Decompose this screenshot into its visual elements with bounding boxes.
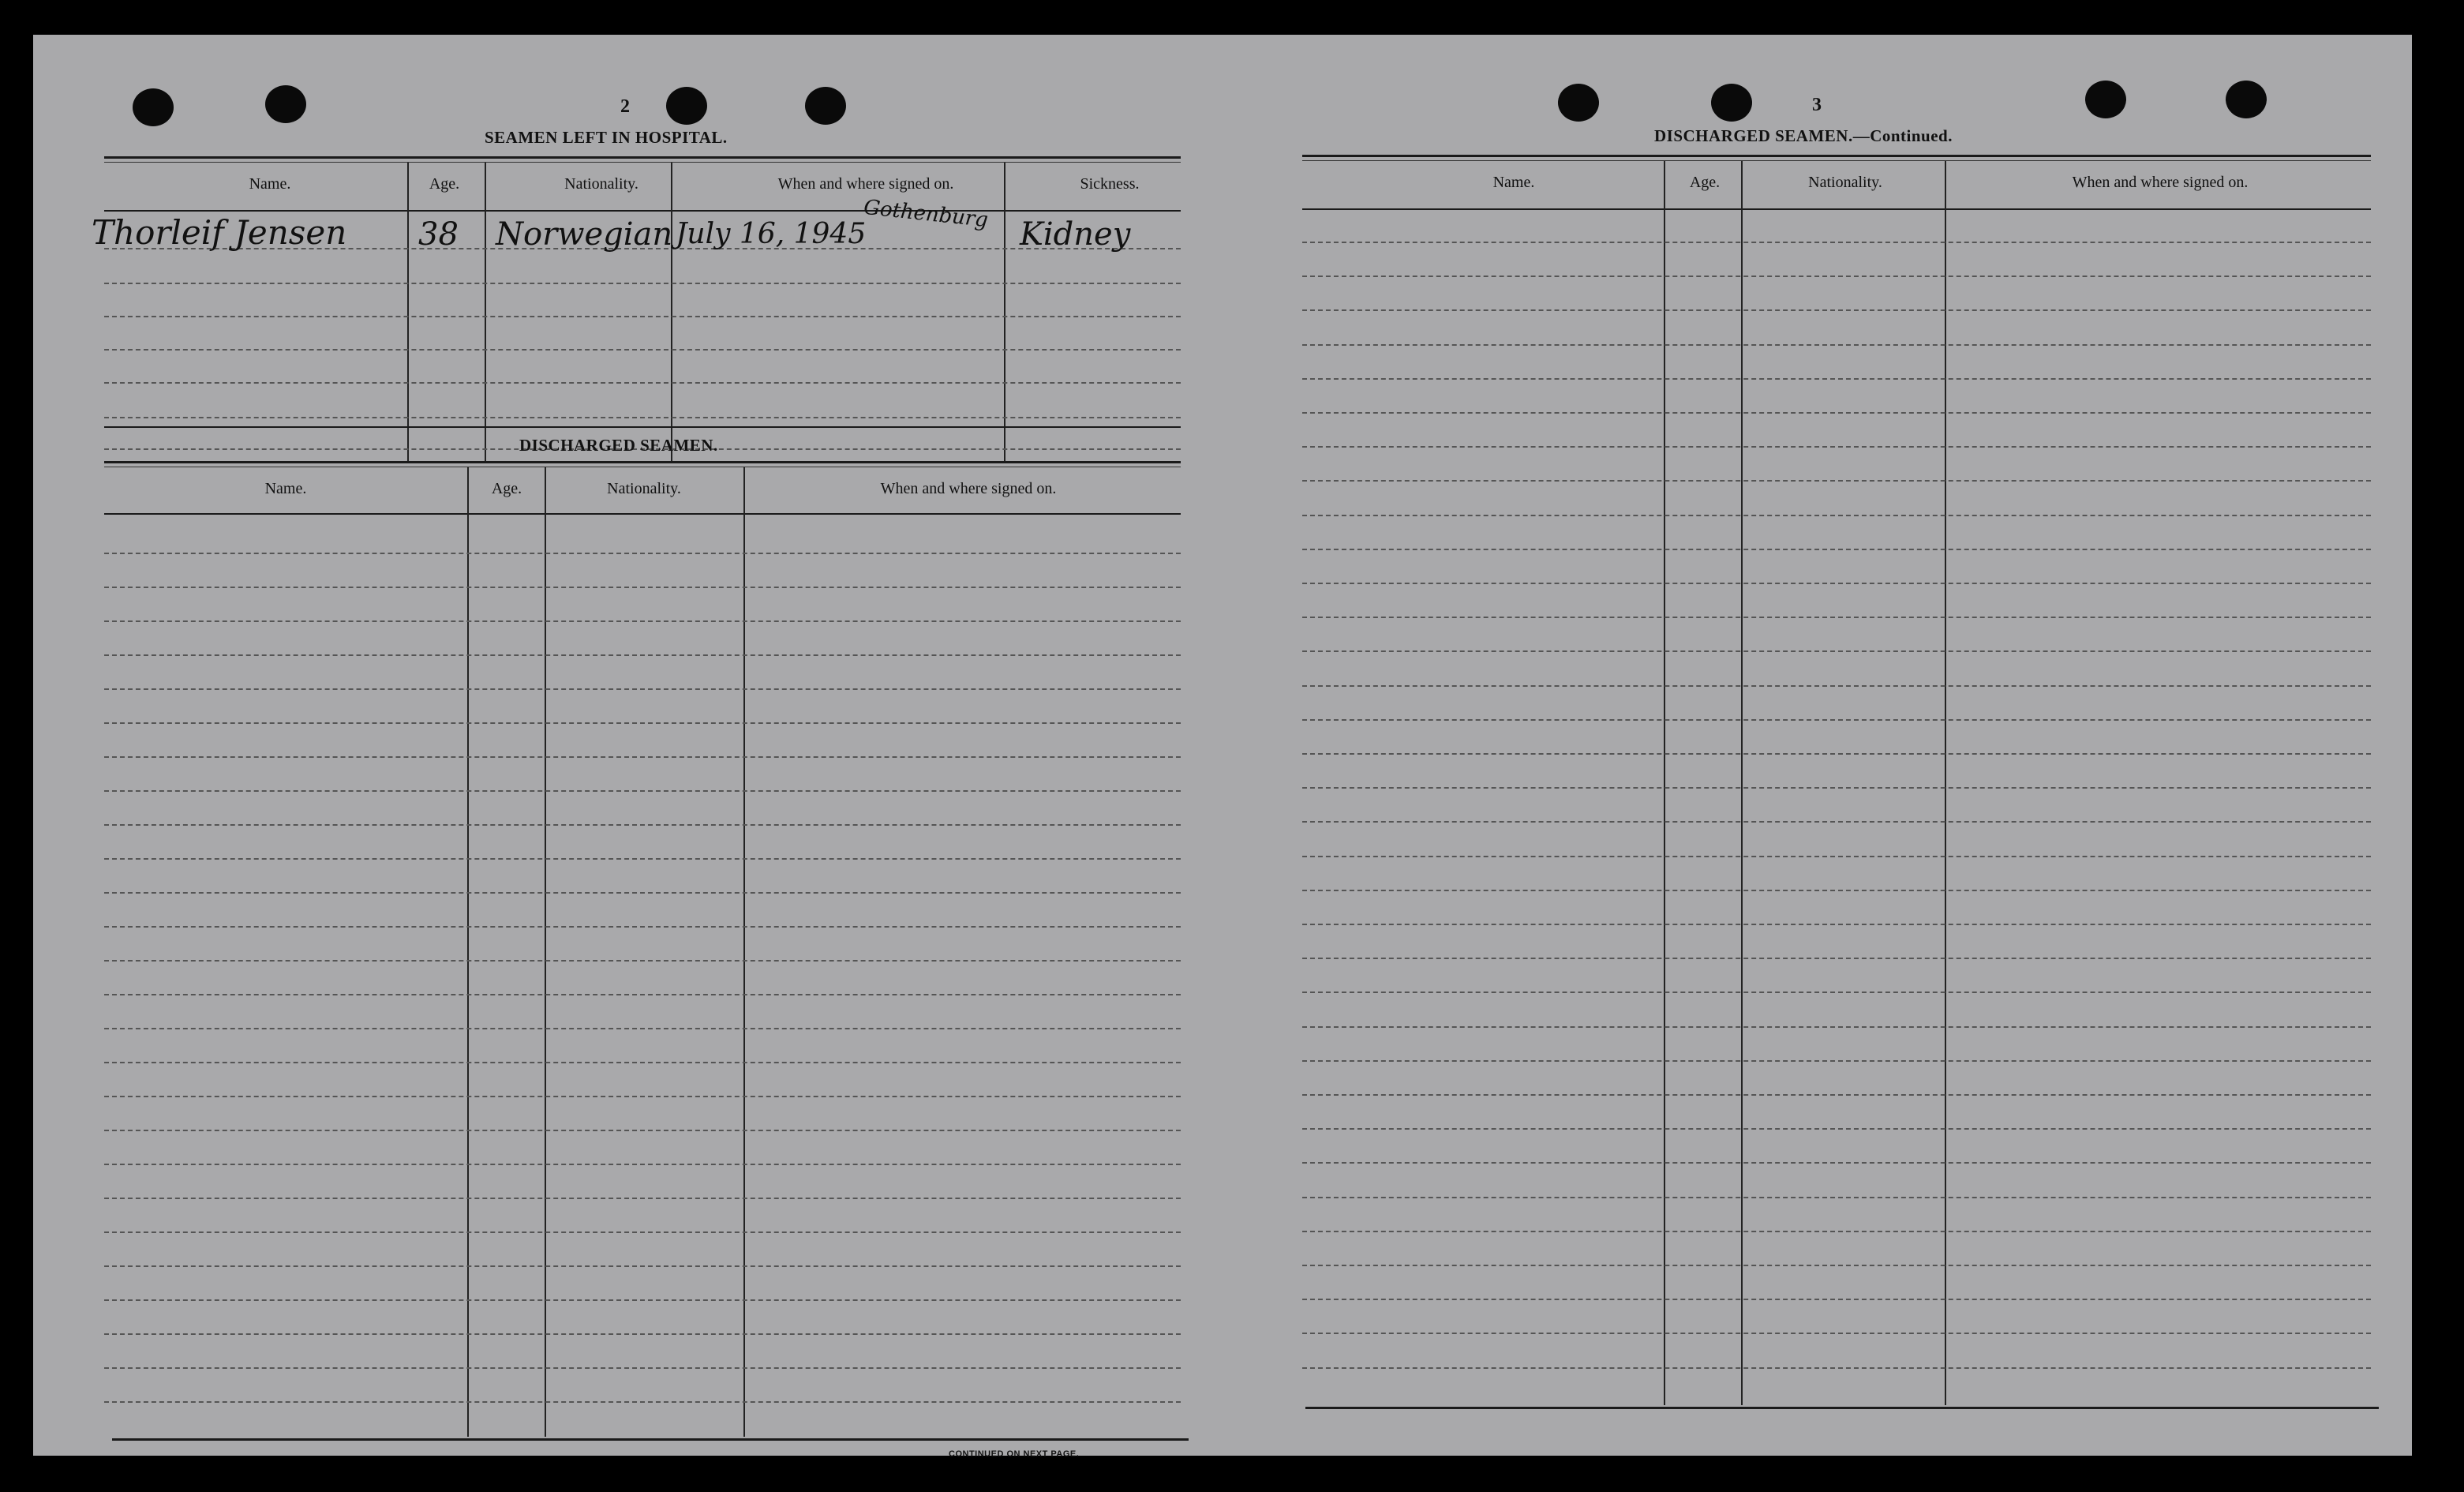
dashed-row-line: [104, 587, 1181, 588]
punch-hole: [666, 87, 707, 125]
right-header-name: Name.: [1492, 174, 1535, 191]
hospital-top-rule: [104, 156, 1181, 159]
discharged-header-signed-on: When and where signed on.: [880, 480, 1057, 497]
dashed-row-line: [1302, 583, 2371, 584]
dashed-row-line: [1302, 753, 2371, 755]
dashed-row-line: [104, 1164, 1181, 1165]
discharged-header-age: Age.: [491, 480, 522, 497]
dashed-row-line: [1302, 378, 2371, 380]
dashed-row-line: [1302, 617, 2371, 618]
dashed-row-line: [1302, 276, 2371, 277]
dashed-row-line: [1302, 1299, 2371, 1300]
dashed-row-line: [104, 1265, 1181, 1267]
dashed-row-line: [104, 790, 1181, 792]
dashed-row-line: [1302, 549, 2371, 550]
left-bottom-rule: [112, 1438, 1189, 1441]
dashed-row-line: [104, 1367, 1181, 1369]
punch-hole: [1558, 84, 1599, 122]
dashed-row-line: [1302, 515, 2371, 516]
right-bottom-rule: [1305, 1407, 2379, 1409]
entry-name: Thorleif Jensen: [92, 213, 347, 252]
dashed-row-line: [1302, 1333, 2371, 1334]
punch-hole: [2085, 81, 2126, 118]
dashed-row-line: [1302, 1231, 2371, 1232]
dashed-row-line: [1302, 1094, 2371, 1096]
punch-hole: [265, 85, 306, 123]
right-section-title: DISCHARGED SEAMEN.—Continued.: [1654, 126, 1953, 145]
dashed-row-line: [104, 824, 1181, 826]
entry-nationality: Norwegian: [496, 216, 673, 253]
dashed-row-line: [1302, 1026, 2371, 1028]
right-top-rule: [1302, 155, 2371, 157]
dashed-row-line: [1302, 1367, 2371, 1369]
hospital-header-name: Name.: [249, 175, 291, 193]
punch-hole: [133, 88, 174, 126]
dashed-row-line: [1302, 924, 2371, 925]
document-sheet: [33, 35, 2412, 1459]
dashed-row-line: [1302, 412, 2371, 414]
dashed-row-line: [104, 1062, 1181, 1063]
dashed-row-line: [1302, 992, 2371, 993]
dashed-row-line: [104, 960, 1181, 962]
dashed-row-line: [104, 892, 1181, 894]
discharged-header-name: Name.: [264, 480, 307, 497]
dashed-row-line: [1302, 821, 2371, 823]
entry-age: 38: [418, 216, 459, 253]
dashed-row-line: [104, 1096, 1181, 1097]
dashed-row-line: [104, 994, 1181, 995]
dashed-row-line: [104, 1198, 1181, 1199]
hospital-header-rule: [104, 210, 1181, 212]
dashed-row-line: [1302, 242, 2371, 243]
hospital-header-signed-on: When and where signed on.: [777, 175, 954, 193]
entry-signed-on-date: July 16, 1945: [676, 218, 867, 250]
discharged-header-rule: [104, 513, 1181, 515]
discharged-section-title: DISCHARGED SEAMEN.: [519, 436, 718, 455]
dashed-row-line: [104, 1130, 1181, 1131]
dashed-row-line: [104, 688, 1181, 690]
dashed-row-line: [1302, 1060, 2371, 1062]
dashed-row-line: [1302, 685, 2371, 687]
dashed-row-line: [1302, 1162, 2371, 1164]
dashed-row-line: [104, 1333, 1181, 1335]
hospital-bottom-rule: [104, 426, 1181, 428]
dashed-row-line: [104, 620, 1181, 622]
discharged-header-nationality: Nationality.: [607, 480, 681, 497]
continued-footer: CONTINUED ON NEXT PAGE.: [949, 1449, 1080, 1459]
dashed-row-line: [104, 926, 1181, 928]
discharged-top-rule: [104, 461, 1181, 463]
page-number-left: 2: [620, 96, 630, 117]
dashed-row-line: [104, 756, 1181, 758]
entry-sickness: Kidney: [1020, 216, 1131, 253]
dashed-row-line: [1302, 787, 2371, 789]
entry-signed-on-place: Gothenburg: [862, 195, 990, 233]
page-number-right: 3: [1812, 95, 1822, 115]
dashed-row-line: [104, 654, 1181, 656]
dashed-row-line: [1302, 344, 2371, 346]
right-header-age: Age.: [1689, 174, 1721, 191]
dashed-row-line: [1302, 958, 2371, 959]
hospital-header-sickness: Sickness.: [1080, 175, 1140, 193]
dashed-row-line: [1302, 1265, 2371, 1266]
punch-hole: [805, 87, 846, 125]
punch-hole: [1711, 84, 1752, 122]
dashed-row-line: [1302, 650, 2371, 652]
dashed-row-line: [104, 1299, 1181, 1301]
dashed-row-line: [104, 1028, 1181, 1029]
dashed-row-line: [104, 553, 1181, 554]
dashed-row-line: [104, 722, 1181, 724]
dashed-row-line: [1302, 890, 2371, 891]
right-header-rule: [1302, 208, 2371, 210]
punch-hole: [2226, 81, 2267, 118]
right-header-nationality: Nationality.: [1808, 174, 1882, 191]
right-header-signed-on: When and where signed on.: [2072, 174, 2249, 191]
dashed-row-line: [104, 1401, 1181, 1403]
dashed-row-line: [1302, 1197, 2371, 1198]
dashed-row-line: [1302, 856, 2371, 857]
dashed-row-line: [104, 858, 1181, 860]
dashed-row-line: [1302, 446, 2371, 448]
dashed-row-line: [1302, 719, 2371, 721]
hospital-header-nationality: Nationality.: [564, 175, 638, 193]
dashed-row-line: [1302, 1128, 2371, 1130]
dashed-row-line: [1302, 309, 2371, 311]
dashed-row-line: [1302, 480, 2371, 482]
dashed-row-line: [104, 1231, 1181, 1233]
hospital-section-title: SEAMEN LEFT IN HOSPITAL.: [485, 128, 728, 147]
hospital-header-age: Age.: [429, 175, 460, 193]
